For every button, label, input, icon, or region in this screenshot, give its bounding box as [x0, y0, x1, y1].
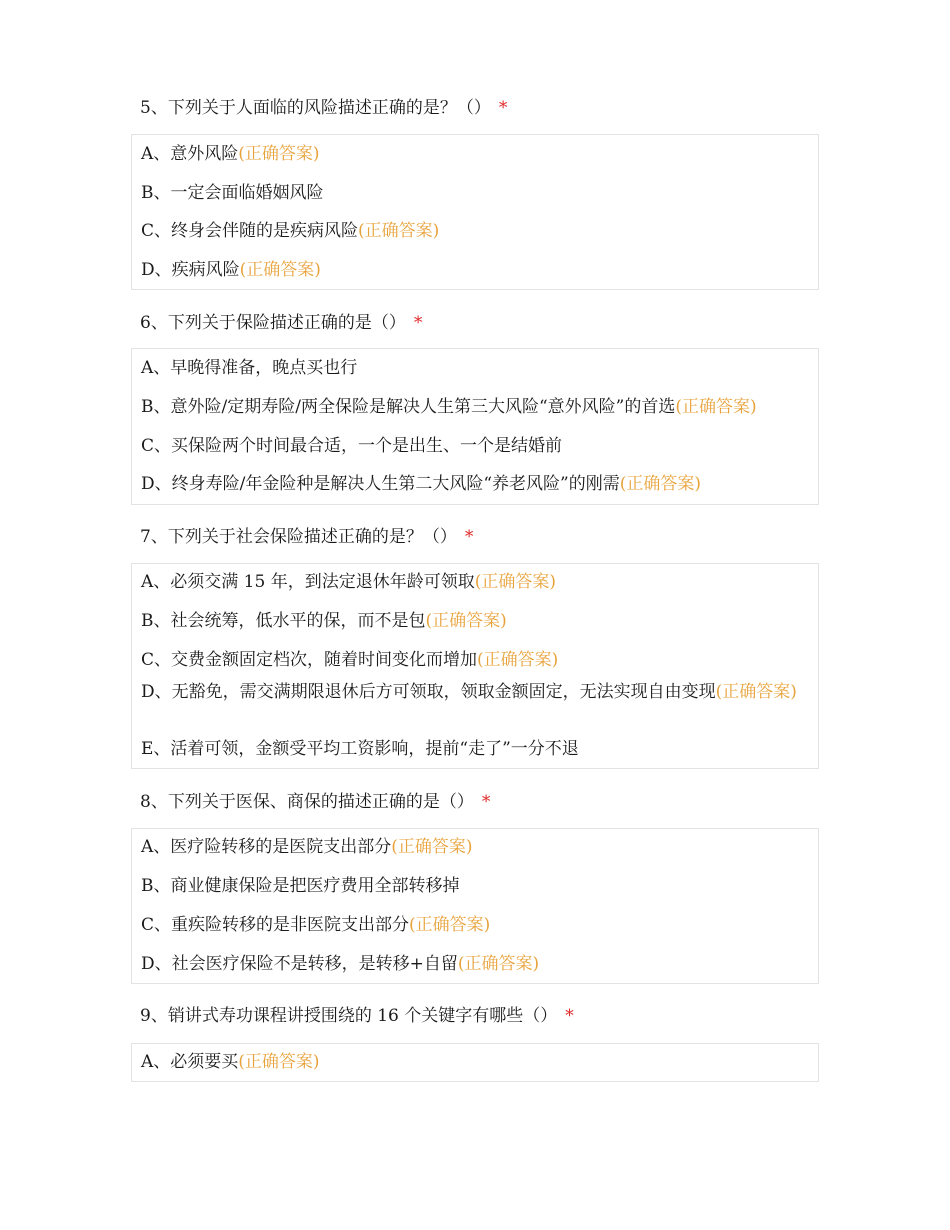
correct-answer-label: (正确答案) — [238, 1052, 320, 1072]
option-text: 一定会面临婚姻风险 — [170, 183, 324, 203]
correct-answer-label: (正确答案) — [425, 611, 507, 631]
options-box — [131, 348, 819, 505]
option-a — [141, 355, 807, 381]
required-mark: * — [413, 313, 423, 333]
option-text: 必须交满 15 年，到法定退休年龄可领取 — [170, 572, 475, 592]
option-letter: C、 — [141, 221, 172, 241]
correct-answer-label: (正确答案) — [238, 144, 320, 164]
options-box — [131, 828, 819, 984]
option-text: 终身会伴随的是疾病风险 — [171, 221, 359, 241]
correct-answer-label: (正确答案) — [239, 260, 321, 280]
question-number: 8、 — [140, 792, 168, 812]
option-text: 意外险/定期寿险/两全保险是解决人生第三大风险“意外风险”的首选 — [170, 397, 676, 417]
option-text: 早晚得准备，晚点买也行 — [170, 358, 358, 378]
option-text: 社会统筹，低水平的保，而不是包 — [170, 611, 426, 631]
question-text: 下列关于社会保险描述正确的是？（） — [167, 527, 457, 547]
correct-answer-label: (正确答案) — [474, 572, 556, 592]
question-text: 下列关于保险描述正确的是（） — [167, 313, 406, 333]
option-letter: A、 — [141, 1052, 171, 1072]
option-d — [141, 951, 807, 977]
question-title — [131, 791, 819, 813]
options-box — [131, 1043, 819, 1082]
correct-answer-label: (正确答案) — [457, 954, 540, 974]
option-letter: B、 — [141, 611, 171, 631]
correct-answer-label: (正确答案) — [409, 915, 491, 935]
option-text: 医疗险转移的是医院支出部分 — [170, 837, 392, 857]
option-c — [141, 218, 807, 244]
option-letter: A、 — [141, 144, 171, 164]
option-c — [141, 912, 807, 938]
option-a — [141, 834, 807, 860]
option-d — [141, 471, 807, 497]
option-a — [141, 569, 807, 595]
question-text: 下列关于医保、商保的描述正确的是（） — [167, 792, 474, 812]
question-title — [131, 97, 819, 119]
option-c — [141, 433, 807, 459]
question-9 — [131, 1005, 819, 1072]
option-a — [141, 1049, 807, 1075]
option-text: 活着可领，金额受平均工资影响，提前“走了”一分不退 — [170, 739, 579, 759]
question-7 — [131, 526, 819, 759]
option-letter: D、 — [141, 682, 172, 702]
question-5 — [131, 97, 819, 280]
question-title — [131, 312, 819, 334]
question-title — [131, 1005, 819, 1027]
option-letter: B、 — [141, 397, 171, 417]
question-text: 下列关于人面临的风险描述正确的是？（） — [167, 98, 491, 118]
option-text: 交费金额固定档次，随着时间变化而增加 — [171, 650, 478, 670]
option-text: 社会医疗保险不是转移，是转移+自留 — [171, 954, 458, 974]
question-text: 销讲式寿功课程讲授围绕的 16 个关键字有哪些（） — [167, 1006, 558, 1026]
option-text: 疾病风险 — [171, 260, 240, 280]
option-b — [141, 394, 821, 420]
option-text: 意外风险 — [170, 144, 239, 164]
option-text: 终身寿险/年金险种是解决人生第二大风险“养老风险”的刚需 — [171, 474, 620, 494]
question-title — [131, 526, 819, 548]
option-letter: A、 — [141, 358, 171, 378]
option-b — [141, 180, 807, 206]
option-a — [141, 141, 807, 167]
question-number: 7、 — [140, 527, 168, 547]
option-letter: B、 — [141, 183, 171, 203]
option-letter: D、 — [141, 260, 172, 280]
required-mark: * — [464, 527, 474, 547]
option-text: 商业健康保险是把医疗费用全部转移掉 — [170, 876, 460, 896]
option-b — [141, 608, 807, 634]
required-mark: * — [565, 1006, 574, 1026]
option-text: 无豁免，需交满期限退休后方可领取，领取金额固定，无法实现自由变现 — [171, 682, 716, 702]
option-c — [141, 647, 807, 673]
question-6 — [131, 312, 819, 494]
option-d — [141, 679, 801, 705]
option-letter: C、 — [141, 650, 172, 670]
required-mark: * — [481, 792, 491, 812]
option-letter: C、 — [141, 915, 172, 935]
option-d — [141, 257, 807, 283]
correct-answer-label: (正确答案) — [675, 397, 757, 417]
question-number: 9、 — [140, 1006, 168, 1026]
question-8 — [131, 791, 819, 974]
option-text: 买保险两个时间最合适，一个是出生、一个是结婚前 — [171, 436, 563, 456]
option-text: 重疾险转移的是非医院支出部分 — [171, 915, 410, 935]
option-text: 必须要买 — [170, 1052, 239, 1072]
options-box — [131, 134, 819, 290]
option-letter: C、 — [141, 436, 172, 456]
correct-answer-label: (正确答案) — [477, 650, 559, 670]
correct-answer-label: (正确答案) — [391, 837, 473, 857]
option-letter: D、 — [141, 474, 172, 494]
correct-answer-label: (正确答案) — [358, 221, 440, 241]
correct-answer-label: (正确答案) — [619, 474, 702, 494]
option-e — [141, 736, 807, 762]
required-mark: * — [498, 98, 508, 118]
question-number: 5、 — [140, 98, 168, 118]
option-letter: B、 — [141, 876, 171, 896]
option-b — [141, 873, 807, 899]
question-number: 6、 — [140, 313, 168, 333]
options-box — [131, 563, 819, 769]
option-letter: E、 — [141, 739, 171, 759]
option-letter: A、 — [141, 837, 171, 857]
option-letter: A、 — [141, 572, 171, 592]
option-letter: D、 — [141, 954, 172, 974]
correct-answer-label: (正确答案) — [715, 682, 797, 702]
